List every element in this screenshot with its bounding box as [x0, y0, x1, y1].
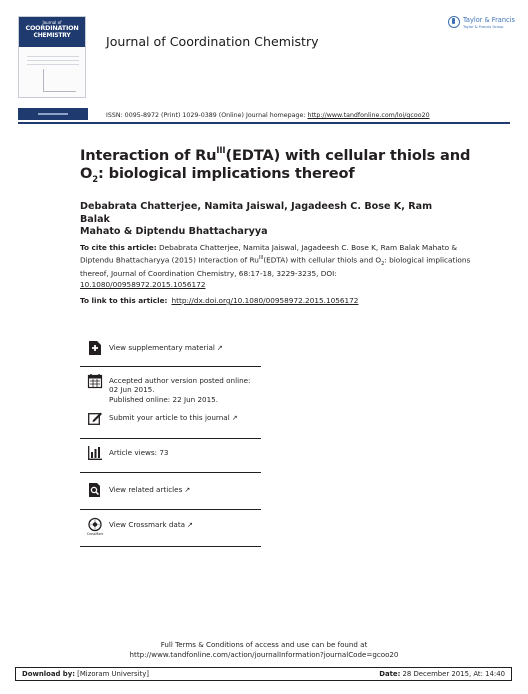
external-link-icon: ↗: [184, 486, 191, 494]
article-views-label: Article views: 73: [109, 448, 169, 457]
header-divider: [18, 122, 510, 124]
crossmark-logo-text: CrossMark: [86, 532, 104, 536]
download-date: Date: 28 December 2015, At: 14:40: [379, 670, 505, 678]
submit-article-item[interactable]: [88, 411, 260, 427]
item-divider: [80, 509, 261, 510]
terms-url[interactable]: http://www.tandfonline.com/action/journalInformation?journalCode=gcoo20: [129, 649, 399, 659]
journal-homepage-link[interactable]: http://www.tandfonline.com/loi/gcoo20: [307, 112, 430, 119]
authors-line-2: Mahato & Diptendu Bhattacharyya: [80, 226, 268, 238]
tf-logo-name: Taylor & Francis: [463, 16, 515, 24]
item-divider: [80, 438, 261, 439]
external-link-icon: ↗: [231, 414, 238, 422]
citation-doi-link[interactable]: 10.1080/00958972.2015.1056172: [80, 279, 206, 289]
published-date: Published online: 22 Jun 2015.: [109, 394, 219, 404]
article-doi-url[interactable]: http://dx.doi.org/10.1080/00958972.2015.1056172: [171, 296, 359, 305]
citation-label: To cite this article:: [80, 243, 157, 252]
journal-cover-thumbnail: [18, 16, 86, 98]
cover-text-lines: [27, 53, 79, 68]
edit-icon: [88, 411, 102, 425]
submit-label: Submit your article to this journal ↗: [109, 413, 238, 422]
accepted-date: Accepted author version posted online: 02 Jun 2015.: [109, 376, 251, 395]
link-label: To link to this article:: [80, 296, 168, 305]
external-link-icon: ↗: [216, 344, 223, 352]
bar-chart-icon: [88, 446, 102, 460]
downloaded-by: Download by: [Mizoram University]: [22, 670, 149, 678]
issn-line: [106, 112, 430, 119]
magnifier-document-icon: [88, 483, 102, 497]
supplementary-material-item[interactable]: [88, 341, 260, 357]
terms-notice: [0, 640, 528, 659]
publication-dates: [109, 376, 261, 404]
download-info-bar: [15, 667, 512, 681]
item-divider: [80, 366, 261, 367]
related-articles-item[interactable]: [88, 483, 260, 499]
link-to-article: [80, 296, 358, 305]
plus-document-icon: [88, 341, 102, 355]
article-title: Interaction of $Ru^{III}(EDTA)$ with cellular thiols and $O_2$: biological implications thereof: [80, 146, 471, 186]
crossmark-icon: [88, 518, 102, 536]
crossmark-label: View Crossmark data ↗: [109, 520, 193, 529]
journal-title[interactable]: Journal of Coordination Chemistry: [106, 34, 319, 49]
article-authors: [80, 201, 460, 239]
terms-line-1: Full Terms & Conditions of access and use can be found at: [160, 640, 368, 649]
cover-line-3: CHEMISTRY: [33, 32, 71, 39]
calendar-icon: [88, 374, 102, 388]
cover-line-1: Journal of: [42, 20, 62, 25]
tf-logo-icon: [448, 16, 460, 28]
item-divider: [80, 472, 261, 473]
cover-title-band: [19, 17, 85, 47]
article-views-item: [88, 446, 260, 462]
authors-line-1: Debabrata Chatterjee, Namita Jaiswal, Jagadeesh C. Bose K, Ram Balak: [80, 201, 433, 225]
tf-logo-tagline: Taylor & Francis Group: [463, 25, 504, 29]
cover-figure: [43, 69, 76, 92]
publication-history-item: [88, 374, 260, 404]
publisher-badge: [18, 108, 88, 120]
item-divider: [80, 546, 261, 547]
external-link-icon: ↗: [187, 521, 193, 529]
citation-block: To cite this article: Debabrata Chatterjee, Namita Jaiswal, Jagadeesh C. Bose K, Ram Balak Mahato & Diptendu Bhattacharyya (2015) Interaction of $Ru^{III}(EDTA)$ with cellular thiols and $O_2$: biological implications thereof, Journal of Coordination Chemistry, 68:17-18, 3229-3235, DOI: 10.1080/00958972.2015.1056172: [80, 243, 471, 289]
issn-text: ISSN: 0095-8972 (Print) 1029-0389 (Online) Journal homepage:: [106, 112, 308, 119]
cover-line-2: COORDINATION: [25, 24, 79, 32]
supplementary-label: View supplementary material ↗: [109, 343, 223, 352]
related-articles-label: View related articles ↗: [109, 485, 191, 494]
taylor-francis-logo[interactable]: [448, 14, 515, 34]
crossmark-item[interactable]: [88, 518, 260, 538]
